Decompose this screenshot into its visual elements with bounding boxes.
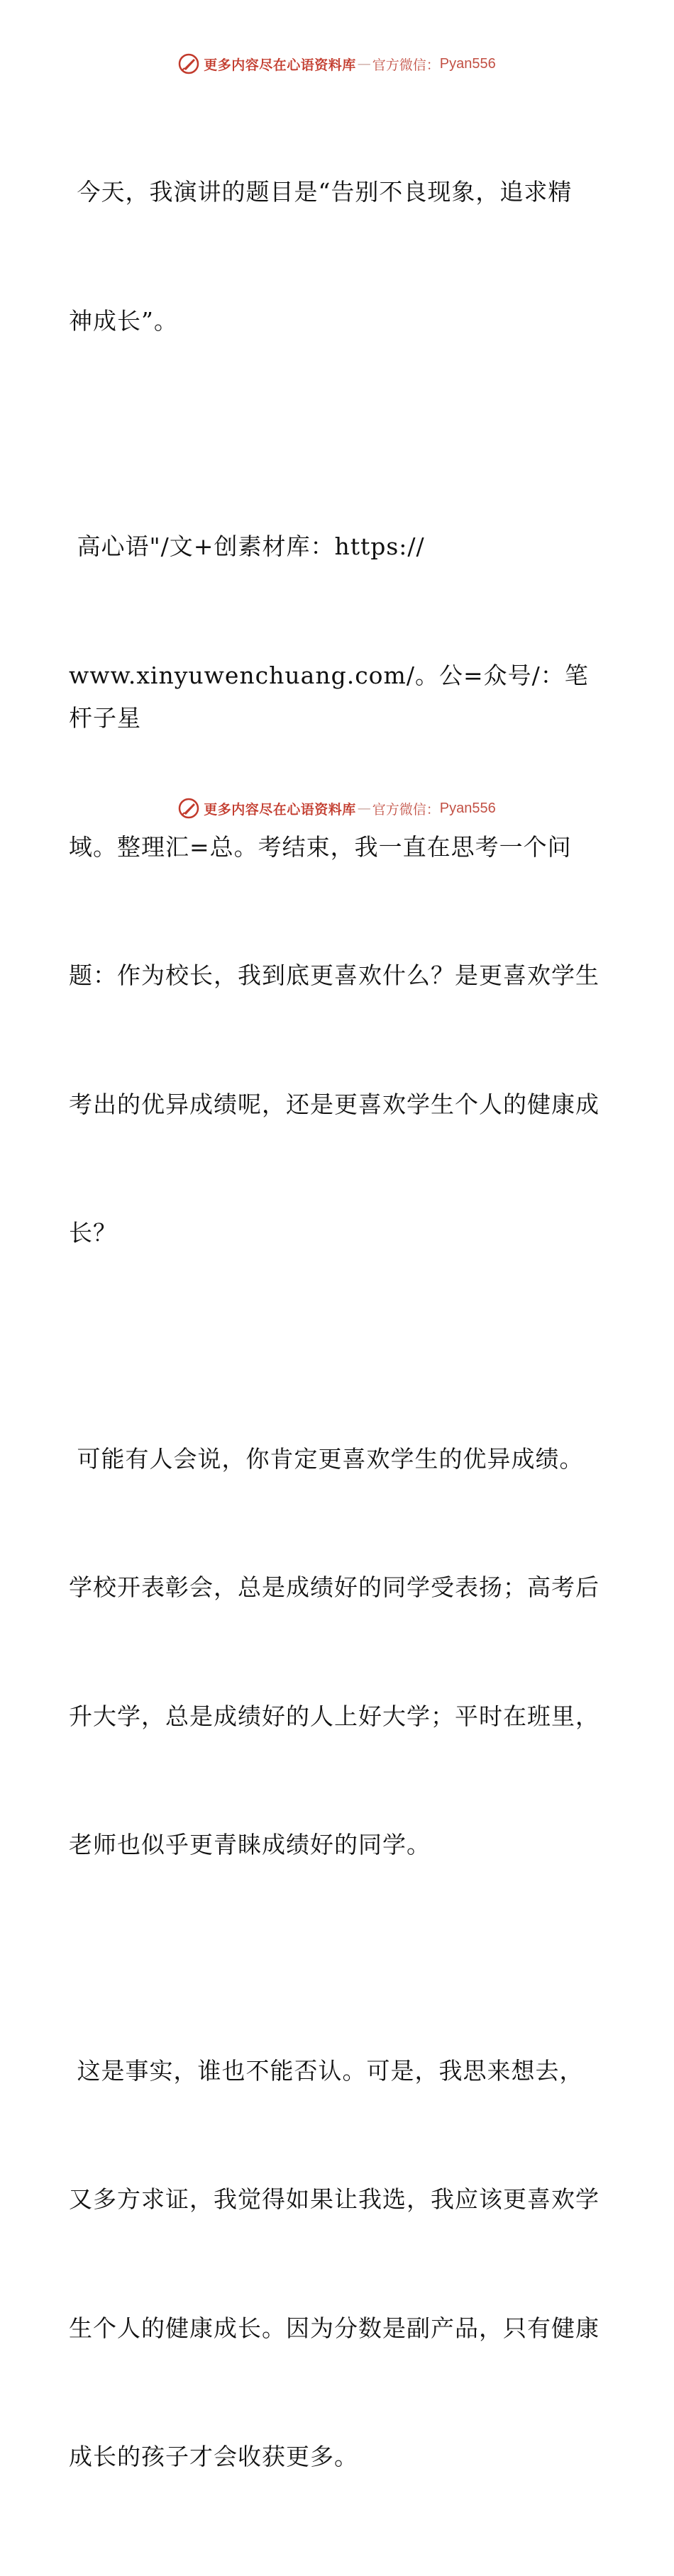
- paragraph-line: www.xinyuwenchuang.com/。公=众号/：笔杆子星: [69, 661, 589, 732]
- quill-logo-icon: [178, 798, 199, 819]
- paragraph-line: 长？: [69, 1219, 117, 1247]
- paragraph-line: 老师也似乎更青睐成绩好的同学。: [69, 1831, 431, 1858]
- header-banner-wechat-id: Pyan556: [439, 55, 496, 72]
- paragraph-line: 域。整理汇=总。考结束，我一直在思考一个问: [69, 832, 572, 861]
- paragraph-line: 这是事实，谁也不能否认。可是，我思来想去，: [69, 2056, 584, 2085]
- footer-banner: [0, 796, 674, 821]
- paragraph: [69, 85, 608, 428]
- paragraph-line: 升大学，总是成绩好的人上好大学；平时在班里，: [69, 1702, 600, 1730]
- paragraph-line: 神成长”。: [69, 306, 178, 335]
- paragraph-line: 生个人的健康成长。因为分数是副产品，只有健康: [69, 2314, 600, 2342]
- paragraph-line: 题：作为校长，我到底更喜欢什么？是更喜欢学生: [69, 961, 600, 989]
- header-banner: [0, 51, 674, 77]
- footer-banner-title: 更多内容尽在心语资料库: [204, 801, 356, 818]
- footer-banner-wechat-id: Pyan556: [439, 800, 496, 816]
- paragraph-line: 又多方求证，我觉得如果让我选，我应该更喜欢学: [69, 2185, 600, 2213]
- quill-logo-icon: [178, 53, 199, 74]
- header-banner-title: 更多内容尽在心语资料库: [204, 57, 356, 73]
- paragraph-line: 成长的孩子才会收获更多。: [69, 2443, 358, 2470]
- paragraph-line: 考出的优异成绩呢，还是更喜欢学生个人的健康成: [69, 1090, 600, 1118]
- paragraph-line: 今天，我演讲的题目是“告别不良现象，追求精: [69, 178, 573, 206]
- paragraph: [69, 1352, 608, 1953]
- footer-banner-dash: —: [357, 801, 371, 816]
- paragraph: [69, 440, 608, 1341]
- header-banner-dash: —: [357, 56, 371, 72]
- footer-banner-label: 官方微信：: [372, 801, 440, 818]
- paragraph: [69, 1964, 608, 2565]
- paragraph-line: 学校开表彰会，总是成绩好的同学受表扬；高考后: [69, 1573, 600, 1601]
- document-body: [69, 85, 608, 2576]
- paragraph-line: 可能有人会说，你肯定更喜欢学生的优异成绩。: [69, 1444, 584, 1473]
- paragraph-line: 高心语"/文+创素材库：https://: [69, 533, 425, 560]
- header-banner-label: 官方微信：: [372, 57, 440, 73]
